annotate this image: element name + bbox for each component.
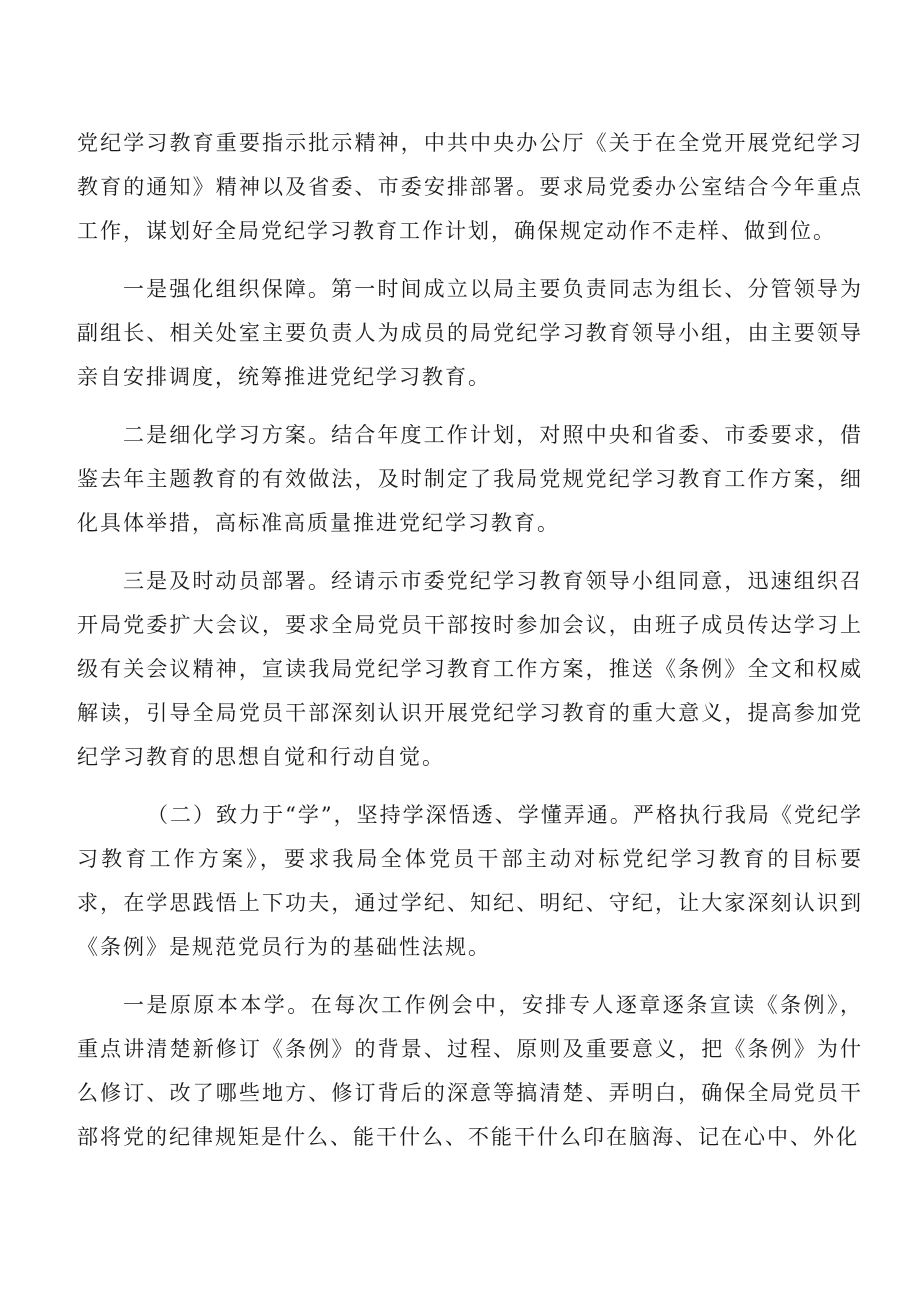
paragraph-organization-guarantee: 一是强化组织保障。第一时间成立以局主要负责同志为组长、分管领导为副组长、相关处室主要负责人为成员的局党纪学习教育领导小组，由主要领导亲自安排调度，统筹推进党纪学习教育。 — [77, 277, 863, 389]
document-body — [77, 121, 863, 1159]
paragraph-mobilization: 三是及时动员部署。经请示市委党纪学习教育领导小组同意，迅速组织召开局党委扩大会议，要求全局党员干部按时参加会议，由班子成员传达学习上级有关会议精神，宣读我局党纪学习教育工作方案，推送《条例》全文和权威解读，引导全局党员干部深刻认识开展党纪学习教育的重大意义，提高参加党纪学习教育的思想自觉和行动自觉。 — [77, 569, 863, 769]
paragraph-section-two-heading: （二）致力于“学”，坚持学深悟透、学懂弄通。严格执行我局《党纪学习教育工作方案》，要求我局全体党员干部主动对标党纪学习教育的目标要求，在学思践悟上下功夫，通过学纪、知纪、明纪、守纪，让大家深刻认识到《条例》是规范党员行为的基础性法规。 — [77, 803, 863, 959]
paragraph-study-plan: 二是细化学习方案。结合年度工作计划，对照中央和省委、市委要求，借鉴去年主题教育的有效做法，及时制定了我局党规党纪学习教育工作方案，细化具体举措，高标准高质量推进党纪学习教育。 — [77, 423, 863, 535]
paragraph-original-study: 一是原原本本学。在每次工作例会中，安排专人逐章逐条宣读《条例》，重点讲清楚新修订《条例》的背景、过程、原则及重要意义，把《条例》为什么修订、改了哪些地方、修订背后的深意等搞清楚、弄明白，确保全局党员干部将党的纪律规矩是什么、能干什么、不能干什么印在脑海、记在心中、外化 — [77, 993, 863, 1149]
paragraph-continuation: 党纪学习教育重要指示批示精神，中共中央办公厅《关于在全党开展党纪学习教育的通知》精神以及省委、市委安排部署。要求局党委办公室结合今年重点工作，谋划好全局党纪学习教育工作计划，确保规定动作不走样、做到位。 — [77, 131, 863, 243]
